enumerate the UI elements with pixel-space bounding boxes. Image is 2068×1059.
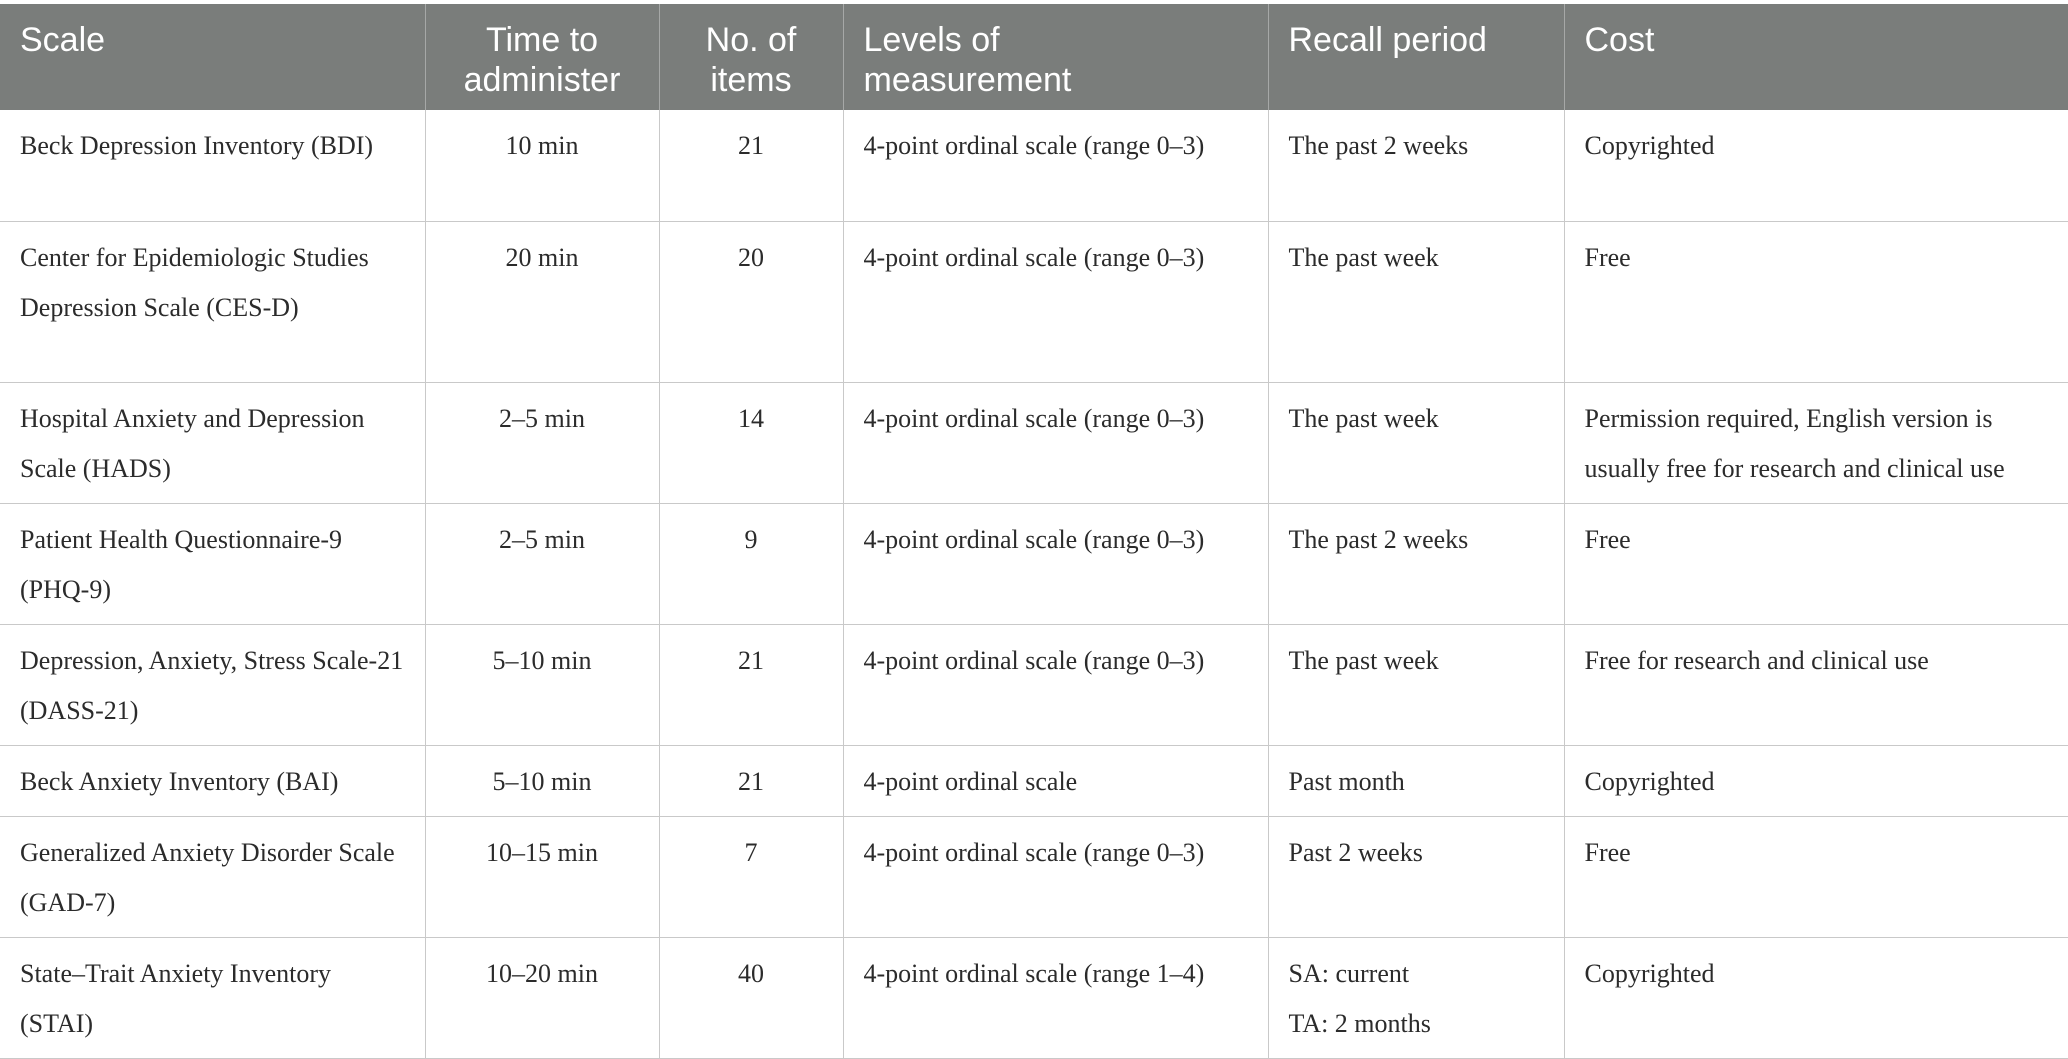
cell-scale-text: Center for Epidemiologic Studies Depression Scale (CES-D)	[20, 242, 369, 322]
cell-scale	[0, 745, 425, 816]
cell-time	[425, 503, 659, 624]
table-row	[0, 110, 2068, 221]
cell-recall	[1268, 382, 1564, 503]
cell-time-text: 5–10 min	[492, 766, 592, 796]
cell-scale-text: Depression, Anxiety, Stress Scale-21 (DASS-21)	[20, 645, 404, 725]
cell-scale	[0, 110, 425, 221]
header-time	[425, 4, 659, 110]
header-recall-label: Recall period	[1288, 21, 1487, 59]
cell-cost-text: Free	[1584, 242, 1631, 272]
cell-levels-text: 4-point ordinal scale (range 0–3)	[863, 131, 1205, 160]
cell-cost	[1564, 816, 2068, 937]
cell-levels	[843, 937, 1268, 1058]
cell-time-text: 2–5 min	[499, 524, 585, 554]
cell-recall	[1268, 816, 1564, 937]
header-row	[0, 4, 2068, 110]
cell-items-text: 7	[744, 837, 758, 867]
cell-items	[659, 382, 843, 503]
cell-time	[425, 110, 659, 221]
cell-recall	[1268, 110, 1564, 221]
cell-time	[425, 745, 659, 816]
cell-time-text: 20 min	[505, 242, 579, 272]
cell-recall	[1268, 221, 1564, 382]
header-time-line1: Time to	[485, 21, 599, 59]
cell-items	[659, 221, 843, 382]
cell-scale-text: State–Trait Anxiety Inventory (STAI)	[20, 958, 332, 1038]
header-recall	[1268, 4, 1564, 110]
cell-time	[425, 221, 659, 382]
cell-cost	[1564, 624, 2068, 745]
header-scale	[0, 4, 425, 110]
cell-time-text: 2–5 min	[499, 403, 585, 433]
cell-recall-text: The past week	[1288, 403, 1439, 433]
cell-recall-text: The past 2 weeks	[1288, 131, 1469, 160]
table-row	[0, 745, 2068, 816]
cell-levels	[843, 503, 1268, 624]
header-cost	[1564, 4, 2068, 110]
cell-recall-text: SA: current	[1288, 958, 1410, 988]
cell-cost	[1564, 382, 2068, 503]
cell-recall	[1268, 624, 1564, 745]
scales-table	[0, 4, 2068, 1059]
cell-levels-text: 4-point ordinal scale (range 0–3)	[863, 837, 1205, 867]
cell-recall-text: The past week	[1288, 242, 1439, 272]
cell-items	[659, 816, 843, 937]
cell-cost	[1564, 745, 2068, 816]
cell-cost	[1564, 937, 2068, 1058]
cell-recall-text: Past month	[1288, 766, 1405, 796]
cell-cost-text: Permission required, English version is usually free for research and clinical use	[1584, 403, 2005, 483]
cell-items-text: 21	[738, 131, 764, 160]
cell-scale	[0, 624, 425, 745]
cell-cost-text: Free for research and clinical use	[1584, 645, 1929, 675]
header-items	[659, 4, 843, 110]
cell-time-text: 5–10 min	[492, 645, 592, 675]
cell-scale	[0, 221, 425, 382]
header-items-line2: items	[710, 61, 792, 99]
cell-levels-text: 4-point ordinal scale	[863, 766, 1078, 796]
cell-items-text: 14	[738, 403, 764, 433]
cell-scale-text: Beck Anxiety Inventory (BAI)	[20, 766, 339, 796]
cell-scale	[0, 937, 425, 1058]
cell-levels-text: 4-point ordinal scale (range 0–3)	[863, 242, 1205, 272]
cell-recall	[1268, 503, 1564, 624]
cell-time-text: 10–20 min	[486, 958, 598, 988]
header-scale-label: Scale	[20, 21, 106, 59]
cell-items-text: 40	[738, 958, 764, 988]
cell-cost	[1564, 221, 2068, 382]
cell-items	[659, 503, 843, 624]
cell-levels-text: 4-point ordinal scale (range 0–3)	[863, 645, 1205, 675]
header-time-line2: administer	[463, 61, 621, 99]
cell-recall	[1268, 937, 1564, 1058]
cell-scale-text: Patient Health Questionnaire-9 (PHQ-9)	[20, 524, 343, 604]
cell-cost-text: Copyrighted	[1584, 131, 1715, 160]
header-levels-line1: Levels of	[863, 21, 1000, 59]
cell-cost-text: Free	[1584, 524, 1631, 554]
cell-levels	[843, 221, 1268, 382]
cell-time-text: 10–15 min	[486, 837, 598, 867]
cell-scale	[0, 382, 425, 503]
cell-recall-text: The past week	[1288, 645, 1439, 675]
cell-recall-text: Past 2 weeks	[1288, 837, 1423, 867]
header-items-line1: No. of	[705, 21, 797, 59]
cell-levels-text: 4-point ordinal scale (range 1–4)	[863, 958, 1205, 988]
cell-time	[425, 382, 659, 503]
cell-scale-text: Beck Depression Inventory (BDI)	[20, 131, 374, 160]
cell-time-text: 10 min	[505, 131, 579, 160]
table-row	[0, 382, 2068, 503]
cell-recall-text: The past 2 weeks	[1288, 524, 1469, 554]
cell-levels	[843, 110, 1268, 221]
cell-items	[659, 937, 843, 1058]
table-body	[0, 110, 2068, 1058]
table-row	[0, 221, 2068, 382]
cell-levels	[843, 382, 1268, 503]
header-cost-label: Cost	[1584, 21, 1655, 59]
table-row	[0, 816, 2068, 937]
cell-cost-text: Free	[1584, 837, 1631, 867]
header-levels-line2: measurement	[863, 61, 1072, 99]
cell-levels	[843, 745, 1268, 816]
cell-cost	[1564, 110, 2068, 221]
cell-items-text: 20	[738, 242, 764, 272]
cell-items	[659, 110, 843, 221]
cell-items-text: 9	[744, 524, 758, 554]
cell-cost-text: Copyrighted	[1584, 766, 1715, 796]
cell-scale	[0, 503, 425, 624]
cell-recall-text-2: TA: 2 months	[1288, 1008, 1431, 1038]
cell-time	[425, 816, 659, 937]
cell-levels	[843, 624, 1268, 745]
table-row	[0, 624, 2068, 745]
cell-items	[659, 745, 843, 816]
cell-items-text: 21	[738, 645, 764, 675]
table-row	[0, 503, 2068, 624]
cell-levels-text: 4-point ordinal scale (range 0–3)	[863, 403, 1205, 433]
cell-recall	[1268, 745, 1564, 816]
cell-cost	[1564, 503, 2068, 624]
header-levels	[843, 4, 1268, 110]
cell-time	[425, 937, 659, 1058]
cell-scale	[0, 816, 425, 937]
cell-levels-text: 4-point ordinal scale (range 0–3)	[863, 524, 1205, 554]
cell-levels	[843, 816, 1268, 937]
cell-items-text: 21	[738, 766, 764, 796]
cell-time	[425, 624, 659, 745]
cell-scale-text: Generalized Anxiety Disorder Scale (GAD-7)	[20, 837, 395, 917]
table-row	[0, 937, 2068, 1058]
cell-items	[659, 624, 843, 745]
cell-scale-text: Hospital Anxiety and Depression Scale (HADS)	[20, 403, 365, 483]
cell-cost-text: Copyrighted	[1584, 958, 1715, 988]
